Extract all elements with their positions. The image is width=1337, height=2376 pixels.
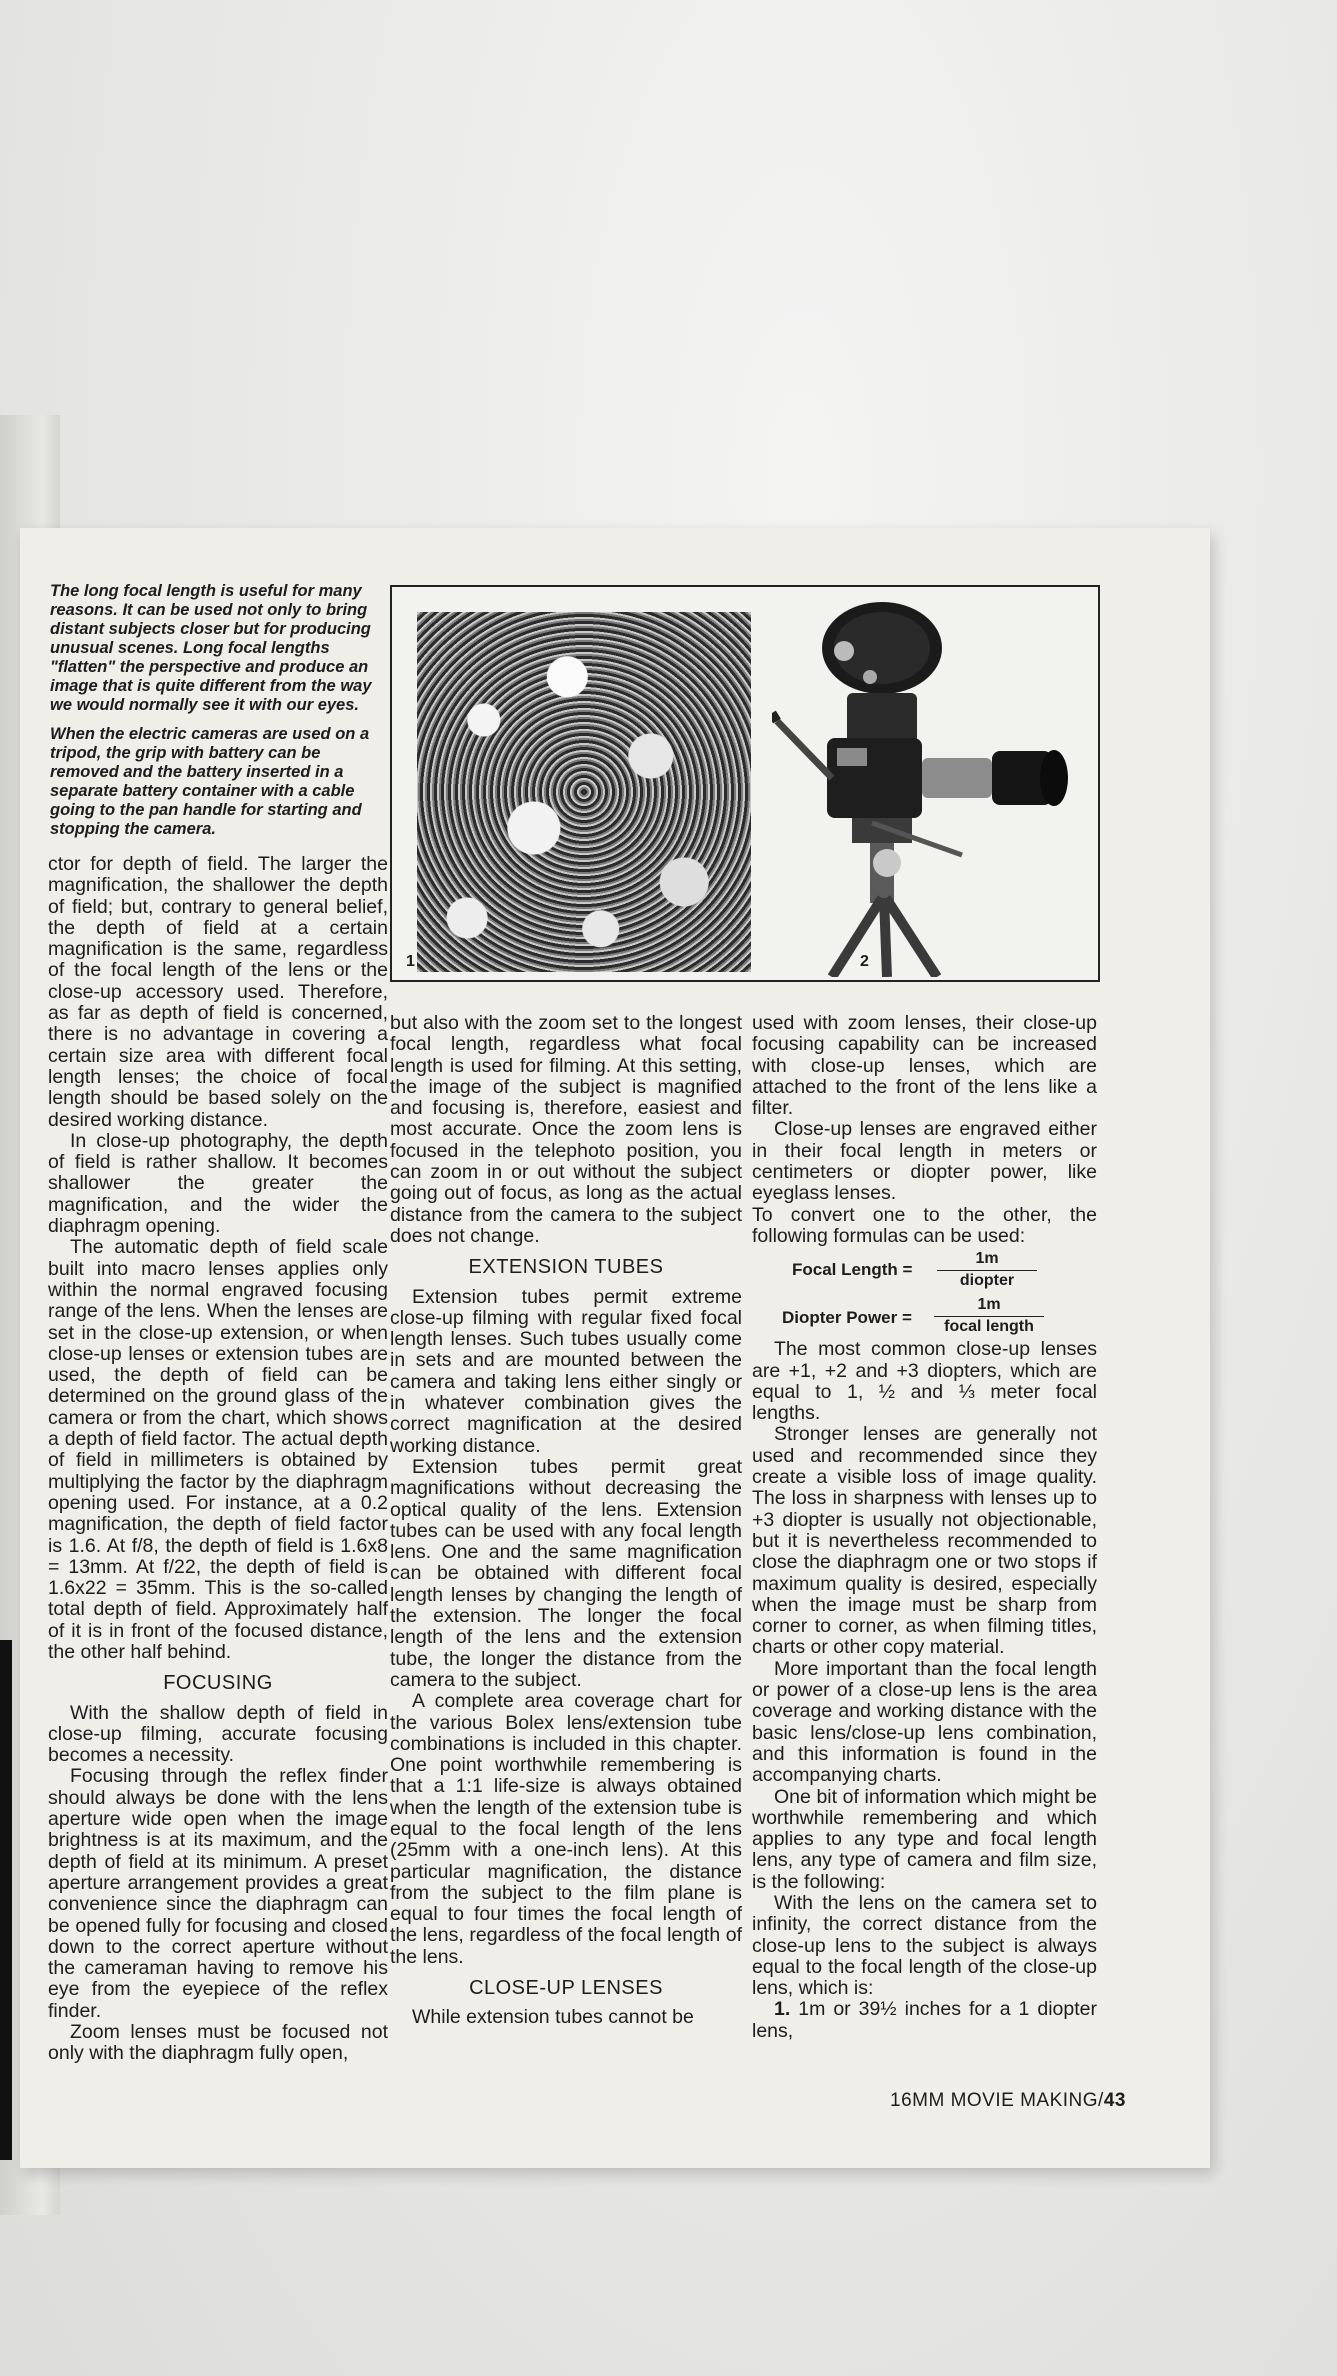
- bolex-camera-on-tripod-photo: [772, 593, 1092, 977]
- section-heading-extension-tubes: EXTENSION TUBES: [468, 1256, 664, 1279]
- section-heading-focusing: FOCUSING: [163, 1672, 273, 1695]
- item-text: 1m or 39½ inches for a 1 diopter lens,: [752, 1998, 1097, 2042]
- binding-edge: [0, 1640, 12, 2160]
- col1-paragraph: Zoom lenses must be focused not only with the diaphragm fully open,: [48, 2021, 388, 2065]
- col1-paragraph: The automatic depth of field scale built into macro lenses applies only within the normal engraved focusing range of the lens. When the lenses are set in the close-up extension, or when close-up lenses or extension tubes are used, the depth of field can be determined on the ground glass of the camera or from the chart, which shows a depth of field factor. The actual depth of field in millimeters is obtained by multiplying the factor by the diaphragm opening used. For instance, at a 0.2 magnification, the depth of field factor is 1.6. At f/8, the depth of field is 1.6x8 = 13mm. At f/22, the depth of field is 1.6x22 = 35mm. This is the so-called total depth of field. Approximately half of it is in front of the focused distance, the other half behind.: [48, 1236, 388, 1663]
- formula-diopter-power-fraction: [934, 1295, 1044, 1337]
- footer-title: 16MM MOVIE MAKING/: [890, 2090, 1104, 2111]
- col1-paragraph: ctor for depth of field. The larger the magnification, the shallower the depth of field; but, contrary to general belief, the depth of field at a certain magnification is the same, regardless of the focal length of the lens or the close-up accessory used. Therefore, as far as depth of field is concerned, there is no advantage in covering a certain size area with different focal length lenses; the choice of focal length should be based solely on the desired working distance.: [48, 853, 388, 1131]
- col3-paragraph: To convert one to the other, the following formulas can be used:: [752, 1203, 1097, 1247]
- formula-numerator: 1m: [934, 1295, 1044, 1317]
- formula-denominator: diopter: [959, 1272, 1015, 1290]
- formula-focal-length-label: Focal Length =: [792, 1260, 913, 1280]
- magazine-page: [20, 528, 1210, 2168]
- page-number: 43: [1103, 2090, 1126, 2111]
- col1-paragraph: In close-up photography, the depth of field is rather shallow. It becomes shallower the greater the magnification, and the wider the diaphragm opening.: [48, 1129, 388, 1238]
- item-number: 1.: [774, 1998, 791, 2021]
- col3-paragraph: One bit of information which might be worthwhile remembering and which applies to any type and focal length lens, any type of camera and film size, is the following:: [752, 1785, 1097, 1893]
- col1-paragraph: With the shallow depth of field in close-up filming, accurate focusing becomes a necessity.: [48, 1701, 388, 1767]
- text-column-3: [752, 1013, 1097, 2042]
- photo-caption: [50, 582, 385, 849]
- text-column-2: [390, 1013, 742, 2029]
- col3-paragraph: used with zoom lenses, their close-up focusing capability can be increased with close-up lenses, which are attached to the front of the lens like a filter.: [752, 1012, 1097, 1120]
- col2-paragraph: A complete area coverage chart for the various Bolex lens/extension tube combinations is included in this chapter. One point worthwhile remembering is that a 1:1 life-size is always obtained when the length of the extension tube is equal to the focal length of the lens (25mm with a one-inch lens). At this particular magnification, the distance from the subject to the film plane is equal to four times the focal length of the lens, regardless of the focal length of the lens.: [390, 1690, 742, 1968]
- foliage-photo: [417, 612, 751, 972]
- figure-1-number: 1: [406, 953, 415, 970]
- col1-paragraph: Focusing through the reflex finder should always be done with the lens aperture wide open when the image brightness is at its maximum, and the depth of field at its minimum. A preset aperture arrangement provides a great convenience since the diaphragm can be opened fully for focusing and closed down to the correct aperture without the cameraman having to remove his eye from the eyepiece of the reflex finder.: [48, 1765, 388, 2022]
- section-heading-close-up-lenses: CLOSE-UP LENSES: [469, 1977, 663, 2000]
- col3-paragraph: Stronger lenses are generally not used and recommended since they create a visible loss of image quality. The loss in sharpness with lenses up to +3 diopter is usually not objectionable, but it is nevertheless recommended to close the diaphragm one or two stops if maximum quality is desired, especially when the image must be sharp from corner to corner, as when filming titles, charts or other copy material.: [752, 1423, 1097, 1659]
- formula-block: [752, 1247, 1097, 1339]
- col2-paragraph: While extension tubes cannot be: [412, 2006, 694, 2029]
- numbered-item-1: [752, 1999, 1097, 2042]
- col3-paragraph: The most common close-up lenses are +1, +2 and +3 diopters, which are equal to 1, ½ and ⅓ meter focal lengths.: [752, 1338, 1097, 1425]
- col3-paragraph: With the lens on the camera set to infinity, the correct distance from the close-up lens to the subject is always equal to the focal length of the close-up lens, which is:: [752, 1891, 1097, 2000]
- col2-paragraph: Extension tubes permit extreme close-up filming with regular fixed focal length lenses. Such tubes usually come in sets and are mounted between the camera and taking lens either singly or in whatever combination gives the correct magnification at the desired working distance.: [390, 1285, 742, 1457]
- text-column-1: [48, 854, 388, 2065]
- col2-paragraph: Extension tubes permit great magnifications without decreasing the optical quality of the lens. Extension tubes can be used with any focal length lens. One and the same magnification can be obtained with different focal length lenses by changing the length of the extension. The longer the focal length of the lens and the extension tube, the longer the distance from the camera to the subject.: [390, 1455, 742, 1691]
- formula-numerator: 1m: [937, 1249, 1037, 1271]
- col2-paragraph: but also with the zoom set to the longest focal length, regardless what focal length is used for filming. At this setting, the image of the subject is magnified and focusing is, therefore, easiest and most accurate. Once the zoom lens is focused in the telephoto position, you can zoom in or out without the subject going out of focus, as long as the actual distance from the camera to the subject does not change.: [390, 1012, 742, 1247]
- caption-paragraph-2: When the electric cameras are used on a tripod, the grip with battery can be removed and the battery inserted in a separate battery container with a cable going to the pan handle for starting and stopping the camera.: [50, 725, 370, 838]
- formula-focal-length-fraction: [937, 1249, 1037, 1291]
- figure-2-number: 2: [860, 953, 869, 970]
- col3-paragraph: Close-up lenses are engraved either in their focal length in meters or centimeters or diopter power, like eyeglass lenses.: [752, 1118, 1097, 1205]
- formula-diopter-power-label: Diopter Power =: [782, 1308, 912, 1328]
- formula-denominator: focal length: [944, 1318, 1034, 1336]
- page-footer: [890, 2090, 1126, 2112]
- caption-paragraph-1: The long focal length is useful for many reasons. It can be used not only to bring distant subjects closer but for producing unusual scenes. Long focal lengths "flatten" the perspective and produce an image that is quite different from the way we would normally see it with our eyes.: [50, 582, 372, 714]
- figure-frame: [390, 585, 1100, 982]
- col3-paragraph: More important than the focal length or power of a close-up lens is the area coverage and working distance with the basic lens/close-up lens combination, and this information is found in the accompanying charts.: [752, 1657, 1097, 1787]
